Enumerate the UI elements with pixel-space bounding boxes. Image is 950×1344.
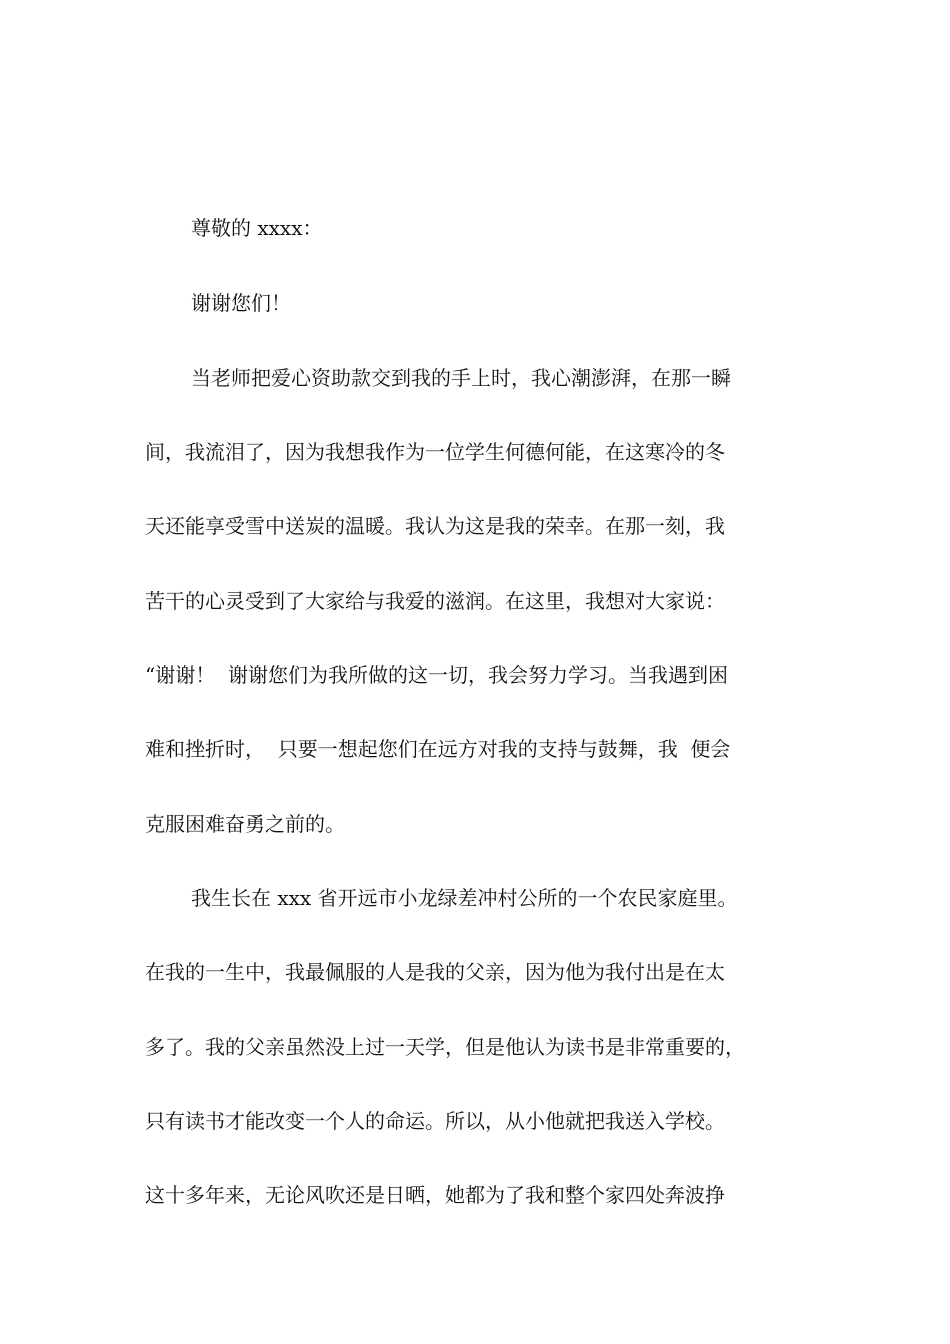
thanks-line: 谢谢您们！ [191,291,291,315]
paragraph-2-line-1: 我生长在 xxx 省开远市小龙绿差冲村公所的一个农民家庭里。 [191,886,738,910]
paragraph-1-line-1: 当老师把爱心资助款交到我的手上时，我心潮澎湃，在那一瞬 [191,366,731,390]
paragraph-1-line-5: “谢谢！ 谢谢您们为我所做的这一切，我会努力学习。当我遇到困 [145,663,728,687]
paragraph-2-line-4: 只有读书才能改变一个人的命运。所以，从小他就把我送入学校。 [145,1109,725,1133]
salutation: 尊敬的 xxxx： [191,216,323,240]
paragraph-1-line-3: 天还能享受雪中送炭的温暖。我认为这是我的荣幸。在那一刻，我 [145,514,725,538]
paragraph-2-line-3: 多了。我的父亲虽然没上过一天学，但是他认为读书是非常重要的， [145,1035,745,1059]
paragraph-1-line-7: 克服困难奋勇之前的。 [145,812,345,836]
paragraph-1-line-6: 难和挫折时， 只要一想起您们在远方对我的支持与鼓舞，我 便会 [145,737,731,761]
paragraph-1-line-2: 间，我流泪了，因为我想我作为一位学生何德何能，在这寒冷的冬 [145,440,725,464]
paragraph-2-line-2: 在我的一生中，我最佩服的人是我的父亲，因为他为我付出是在太 [145,960,725,984]
paragraph-2-line-5: 这十多年来，无论风吹还是日晒，她都为了我和整个家四处奔波挣 [145,1183,725,1207]
paragraph-1-line-4: 苦干的心灵受到了大家给与我爱的滋润。在这里，我想对大家说： [145,589,725,613]
